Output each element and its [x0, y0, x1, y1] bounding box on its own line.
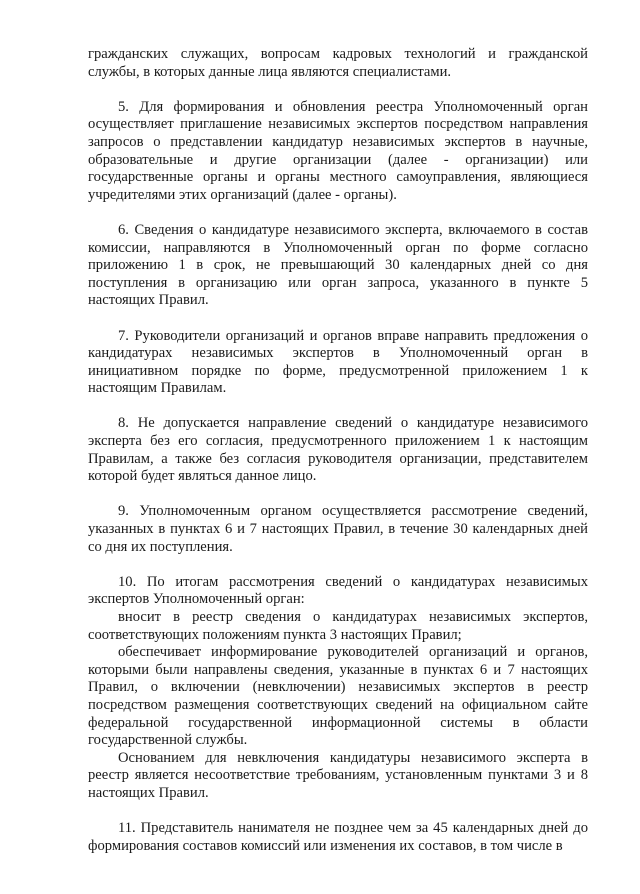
paragraph-p10c: Основанием для невключения кандидатуры независимого эксперта в реестр является несоответствие требованиям, установленным пунктами 3 и 8 настоящих Правил.: [88, 749, 588, 801]
paragraph-spacer: [88, 398, 588, 416]
paragraph-p10: 10. По итогам рассмотрения сведений о кандидатурах независимых экспертов Уполномоченный орган:: [88, 573, 588, 608]
paragraph-p8: 8. Не допускается направление сведений о кандидатуре независимого эксперта без его согласия, предусмотренного приложением 1 к настоящим Правилам, а также без согласия руководителя организации, представителем которой будет являться данное лицо.: [88, 415, 588, 485]
paragraph-spacer: [88, 556, 588, 574]
paragraph-p0: гражданских служащих, вопросам кадровых технологий и гражданской службы, в которых данные лица являются специалистами.: [88, 46, 588, 80]
paragraph-p7: 7. Руководители организаций и органов вправе направить предложения о кандидатурах независимых экспертов в Уполномоченный орган в инициативном порядке по форме, предусмотренной приложением 1 к настоящим Правилам.: [88, 327, 588, 397]
document-body: [88, 46, 588, 855]
paragraph-spacer: [88, 310, 588, 328]
paragraph-spacer: [88, 803, 588, 821]
paragraph-p6: 6. Сведения о кандидатуре независимого эксперта, включаемого в состав комиссии, направляются в Уполномоченный орган по форме согласно приложению 1 в срок, не превышающий 30 календарных дней со дня поступления в организацию или орган запроса, указанного в пункте 5 настоящих Правил.: [88, 221, 588, 309]
paragraph-spacer: [88, 81, 588, 99]
paragraph-p9: 9. Уполномоченным органом осуществляется рассмотрение сведений, указанных в пунктах 6 и 7 настоящих Правил, в течение 30 календарных дней со дня их поступления.: [88, 503, 588, 555]
paragraph-p5: 5. Для формирования и обновления реестра Уполномоченный орган осуществляет приглашение независимых экспертов посредством направления запросов о представлении кандидатур независимых экспертов в научные, образовательные и другие организации (далее - организации) или государственные органы и органы местного самоуправления, являющиеся учредителями этих организаций (далее - органы).: [88, 98, 588, 203]
paragraph-p11: 11. Представитель нанимателя не позднее чем за 45 календарных дней до формирования составов комиссий или изменения их составов, в том числе в: [88, 820, 588, 854]
paragraph-spacer: [88, 486, 588, 504]
paragraph-p10a: вносит в реестр сведения о кандидатурах независимых экспертов, соответствующих положениям пункта 3 настоящих Правил;: [88, 609, 588, 643]
paragraph-p10b: обеспечивает информирование руководителей организаций и органов, которыми были направлены сведения, указанные в пунктах 6 и 7 настоящих Правил, о включении (невключении) независимых экспертов в реестр посредством размещения соответствующих сведений на официальном сайте федеральной государственной информационной системы в области государственной службы.: [88, 644, 588, 749]
paragraph-spacer: [88, 204, 588, 222]
